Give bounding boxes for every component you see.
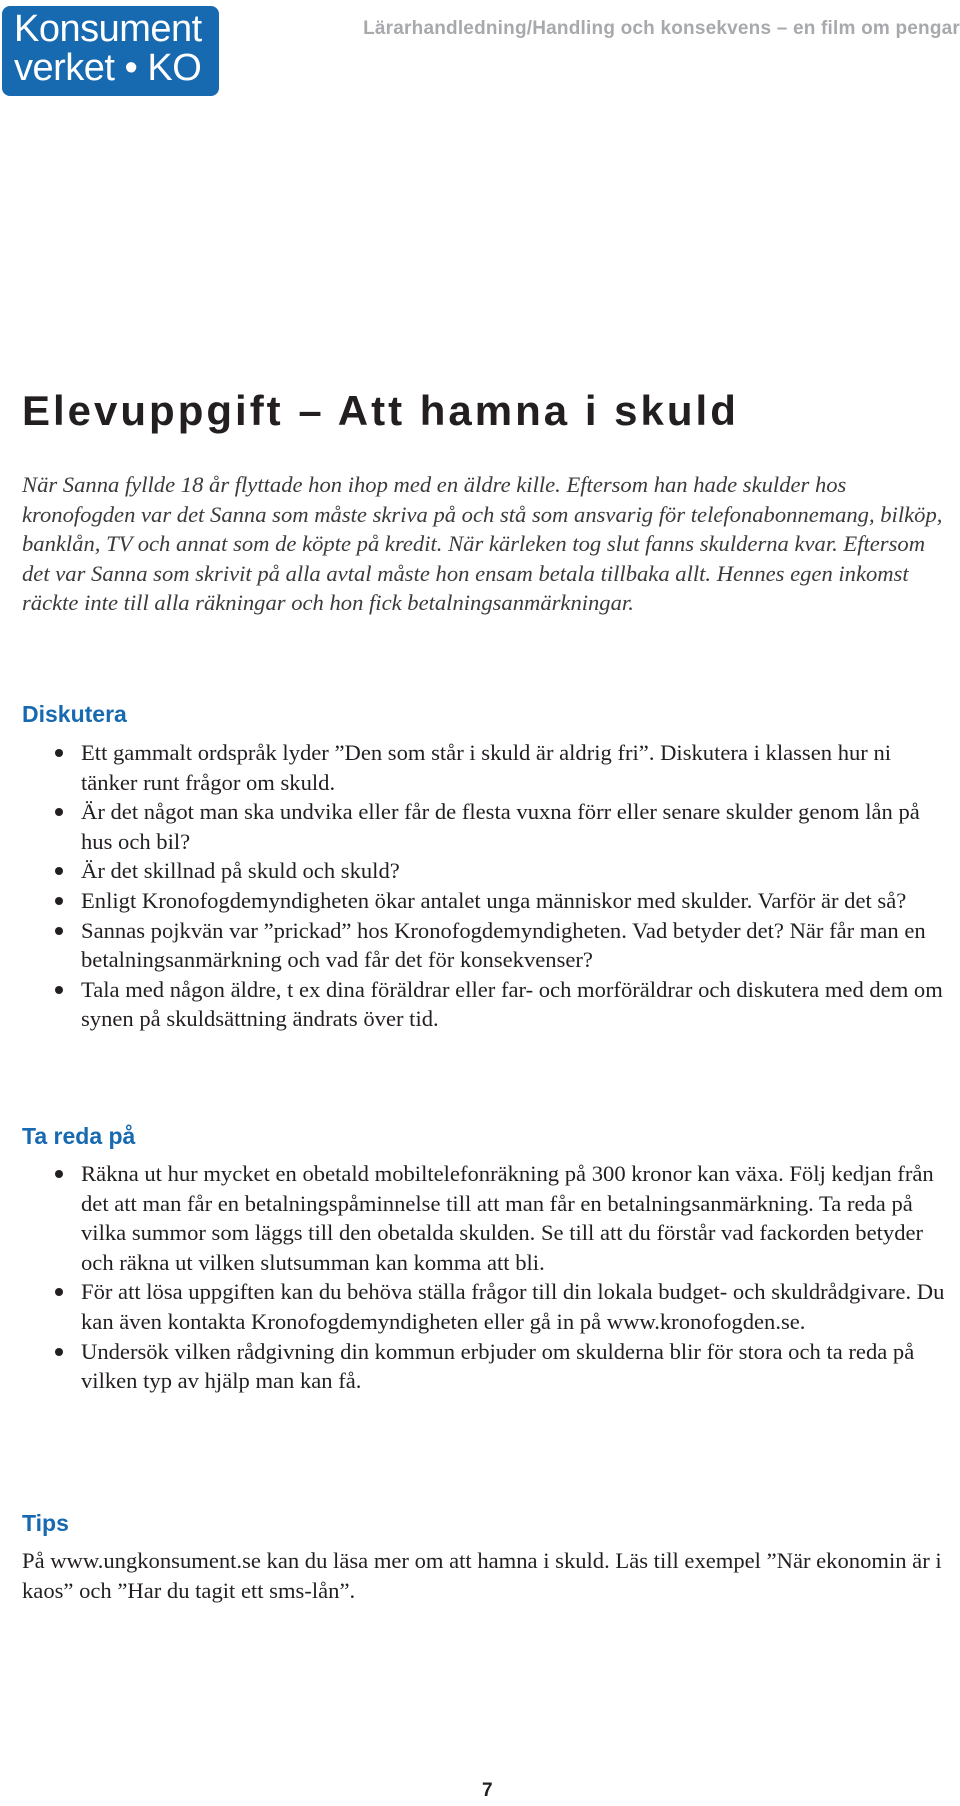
- list-item: Räkna ut hur mycket en obetald mobiltelefonräkning på 300 kronor kan växa. Följ kedjan från det att man får en betalningspåminnelse till att man får en betalningsanmärkning. Ta reda på vilka summor som läggs till den obetalda skulden. Se till att du förstår vad fackorden betyder och räkna ut vilken slutsumman kan komma att bli.: [22, 1159, 952, 1277]
- konsumentverket-logo: [2, 6, 219, 96]
- section-heading-ta-reda-pa: Ta reda på: [22, 1123, 136, 1149]
- logo-line-2: verket • KO: [14, 47, 202, 89]
- list-item: Är det något man ska undvika eller får de flesta vuxna förr eller senare skulder genom lån på hus och bil?: [22, 797, 952, 856]
- logo-line-1: Konsument: [14, 8, 202, 50]
- page-title: Elevuppgift – Att hamna i skuld: [22, 387, 739, 434]
- list-item: Ett gammalt ordspråk lyder ”Den som står i skuld är aldrig fri”. Diskutera i klassen hur ni tänker runt frågor om skuld.: [22, 738, 952, 797]
- diskutera-list: [22, 738, 952, 1034]
- section-heading-tips: Tips: [22, 1510, 69, 1536]
- list-item: Enligt Kronofogdemyndigheten ökar antalet unga människor med skulder. Varför är det så?: [22, 886, 952, 916]
- list-item: För att lösa uppgiften kan du behöva ställa frågor till din lokala budget- och skuldrådgivare. Du kan även kontakta Kronofogdemyndigheten eller gå in på www.kronofogden.se.: [22, 1277, 952, 1336]
- tips-paragraph: På www.ungkonsument.se kan du läsa mer om att hamna i skuld. Läs till exempel ”När ekonomin är i kaos” och ”Har du tagit ett sms-lån”.: [22, 1548, 942, 1603]
- intro-paragraph: När Sanna fyllde 18 år flyttade hon ihop med en äldre kille. Eftersom han hade skulder hos kronofogden var det Sanna som måste skriva på och stå som ansvarig för telefonabonnemang, bilköp, banklån, TV och annat som de köpte på kredit. När kärleken tog slut fanns skulderna kvar. Eftersom det var Sanna som skrivit på alla avtal måste hon ensam betala tillbaka allt. Hennes egen inkomst räckte inte till alla räkningar och hon fick betalningsanmärkningar.: [22, 472, 943, 615]
- section-heading-diskutera: Diskutera: [22, 701, 127, 727]
- list-item: Är det skillnad på skuld och skuld?: [22, 856, 952, 886]
- list-item: Undersök vilken rådgivning din kommun erbjuder om skulderna blir för stora och ta reda på vilken typ av hjälp man kan få.: [22, 1337, 952, 1396]
- document-header-title: Lärarhandledning/Handling och konsekvens – en film om pengar: [363, 18, 960, 39]
- list-item: Tala med någon äldre, t ex dina föräldrar eller far- och morföräldrar och diskutera med dem om synen på skuldsättning ändrats över tid.: [22, 975, 952, 1034]
- ta-reda-pa-list: [22, 1159, 952, 1396]
- list-item: Sannas pojkvän var ”prickad” hos Kronofogdemyndigheten. Vad betyder det? När får man en betalningsanmärkning och vad får det för konsekvenser?: [22, 916, 952, 975]
- page-number: 7: [482, 1780, 493, 1801]
